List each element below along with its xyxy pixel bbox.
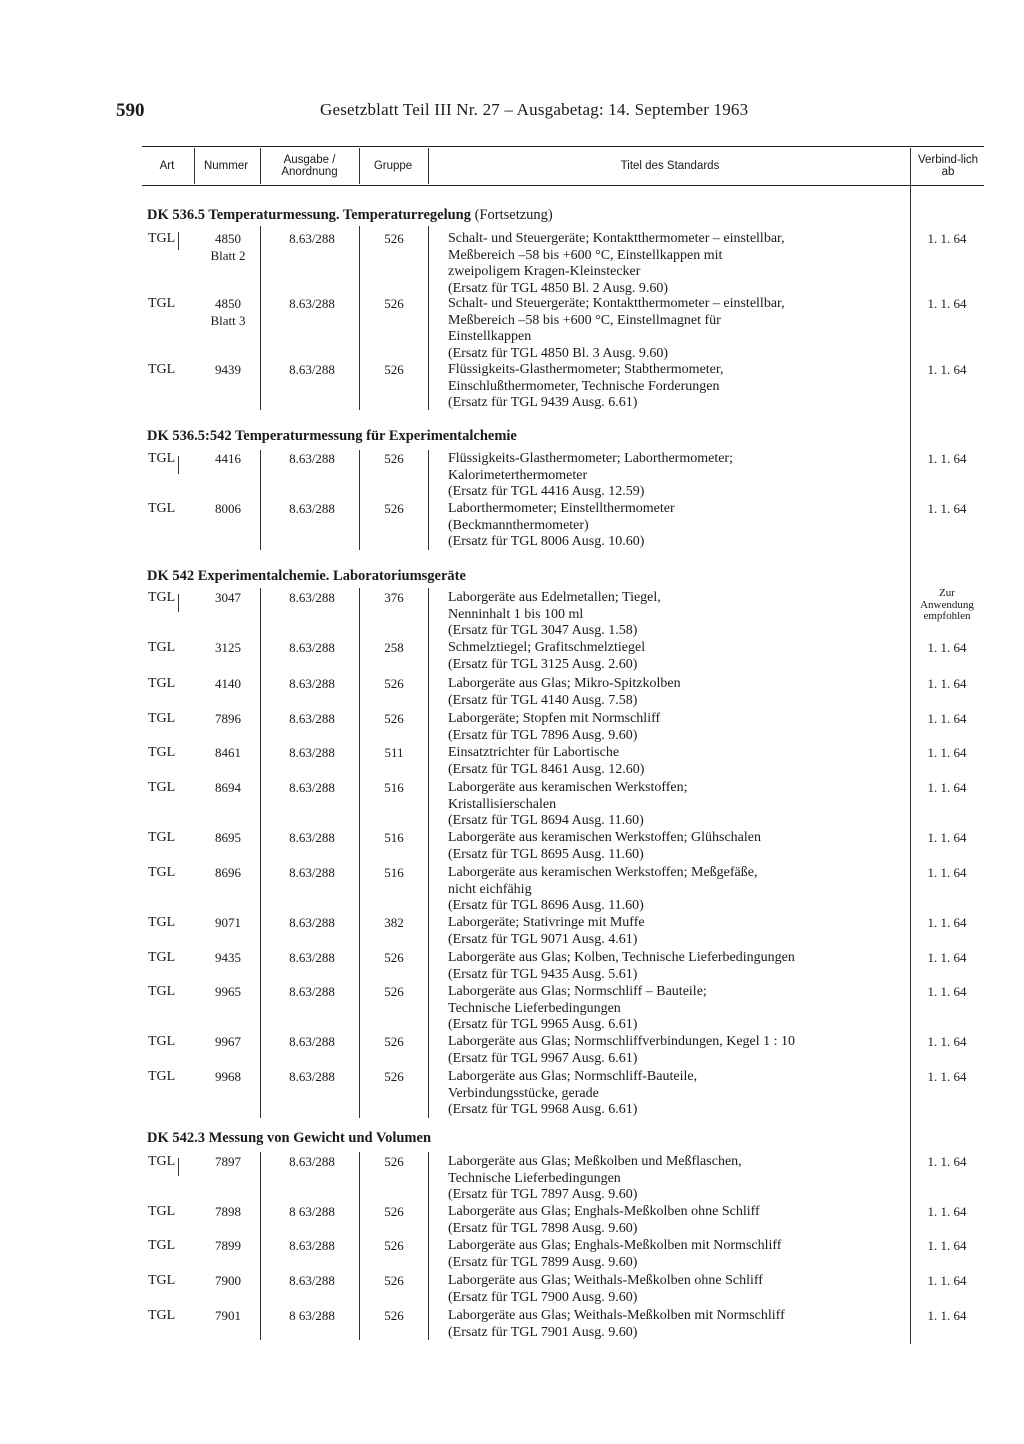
row-nummer-value: 8695 — [215, 830, 241, 845]
row-verbindlich: 1. 1. 64 — [927, 1238, 967, 1253]
row-art: TGL — [148, 590, 176, 605]
row-titel-line: Laborgeräte aus keramischen Werkstoffen; — [448, 780, 688, 795]
row-nummer-value: 9965 — [215, 984, 241, 999]
column-divider — [428, 450, 429, 550]
row-titel-line: (Ersatz für TGL 7900 Ausg. 9.60) — [448, 1289, 638, 1305]
row-verbindlich: 1. 1. 64 — [927, 362, 967, 377]
row-gruppe: 526 — [384, 676, 404, 691]
row-titel — [448, 501, 908, 551]
column-divider — [260, 450, 261, 550]
row-verbindlich: 1. 1. 64 — [927, 1273, 967, 1288]
section-title: Temperaturmessung. Temperaturregelung — [208, 207, 475, 223]
row-nummer-value: 7897 — [215, 1154, 241, 1169]
row-ausgabe: 8 63/288 — [289, 1204, 335, 1219]
row-titel — [448, 915, 908, 948]
row-art: TGL — [148, 676, 176, 691]
row-nummer-value: 3047 — [215, 590, 241, 605]
row-blatt: Blatt 2 — [210, 247, 246, 263]
row-nummer — [196, 915, 260, 932]
row-ausgabe: 8.63/288 — [289, 1069, 335, 1084]
row-nummer-value: 8696 — [215, 865, 241, 880]
row-titel-line: (Ersatz für TGL 8461 Ausg. 12.60) — [448, 761, 645, 777]
row-titel-line: (Ersatz für TGL 7899 Ausg. 9.60) — [448, 1254, 638, 1270]
row-titel — [448, 676, 908, 709]
row-nummer-value: 8006 — [215, 501, 241, 516]
row-verbindlich: 1. 1. 64 — [927, 1154, 967, 1169]
row-verbindlich: 1. 1. 64 — [927, 1204, 967, 1219]
row-ausgabe: 8.63/288 — [289, 950, 335, 965]
row-verbindlich: 1. 1. 64 — [927, 1069, 967, 1084]
row-ausgabe: 8.63/288 — [289, 451, 335, 466]
row-verbindlich: 1. 1. 64 — [927, 501, 967, 516]
row-titel-line: Laborgeräte aus Glas; Weithals-Meßkolben ohne Schliff — [448, 1273, 763, 1288]
row-nummer — [196, 830, 260, 847]
row-ausgabe: 8.63/288 — [289, 231, 335, 246]
row-nummer-value: 4850 — [215, 296, 241, 311]
row-titel-line: (Ersatz für TGL 3047 Ausg. 1.58) — [448, 623, 638, 639]
row-gruppe: 511 — [384, 745, 404, 760]
row-verbindlich: 1. 1. 64 — [927, 745, 967, 760]
row-titel-line: (Ersatz für TGL 9967 Ausg. 6.61) — [448, 1050, 638, 1066]
column-divider — [178, 232, 179, 250]
row-ausgabe: 8.63/288 — [289, 1154, 335, 1169]
section-note: (Fortsetzung) — [474, 207, 553, 223]
row-ausgabe: 8.63/288 — [289, 1273, 335, 1288]
row-titel — [448, 1273, 908, 1306]
row-gruppe: 526 — [384, 711, 404, 726]
row-gruppe: 526 — [384, 1238, 404, 1253]
row-art: TGL — [148, 640, 176, 655]
row-verbindlich: Zur Anwendung empfohlen — [920, 587, 974, 622]
row-gruppe: 516 — [384, 830, 404, 845]
header-verbindlich: Verbind-lich ab — [917, 154, 979, 178]
table-header — [142, 146, 984, 186]
row-titel-line: (Ersatz für TGL 8696 Ausg. 11.60) — [448, 898, 644, 914]
row-titel-line: Laborgeräte aus keramischen Werkstoffen; Meßgefäße, — [448, 865, 758, 880]
row-gruppe: 526 — [384, 1308, 404, 1323]
column-divider — [428, 1152, 429, 1340]
column-divider — [428, 226, 429, 410]
column-divider — [910, 184, 911, 1344]
row-titel-line: (Ersatz für TGL 7897 Ausg. 9.60) — [448, 1187, 638, 1203]
row-gruppe: 526 — [384, 984, 404, 999]
row-verbindlich: 1. 1. 64 — [927, 865, 967, 880]
row-titel-line: Laborgeräte aus Glas; Meßkolben und Meßflaschen, — [448, 1154, 742, 1169]
row-titel-line: (Ersatz für TGL 9435 Ausg. 5.61) — [448, 966, 638, 982]
row-titel-line: Technische Lieferbedingungen — [448, 1170, 621, 1186]
column-divider — [178, 456, 179, 474]
row-gruppe: 516 — [384, 780, 404, 795]
row-nummer — [196, 780, 260, 797]
row-gruppe: 526 — [384, 1204, 404, 1219]
column-divider — [359, 450, 360, 550]
row-titel — [448, 830, 908, 863]
header-art: Art — [159, 160, 175, 172]
row-titel-line: (Ersatz für TGL 7896 Ausg. 9.60) — [448, 727, 638, 743]
row-titel — [448, 745, 908, 778]
row-nummer — [196, 676, 260, 693]
row-art: TGL — [148, 830, 176, 845]
row-titel — [448, 984, 908, 1034]
row-titel — [448, 1308, 908, 1341]
section-heading — [147, 207, 553, 224]
row-art: TGL — [148, 501, 176, 516]
row-verbindlich: 1. 1. 64 — [927, 780, 967, 795]
row-nummer-value: 9968 — [215, 1069, 241, 1084]
row-gruppe: 382 — [384, 915, 404, 930]
section-title: Experimentalchemie. Laboratoriumsgeräte — [197, 568, 466, 584]
row-titel-line: (Ersatz für TGL 9439 Ausg. 6.61) — [448, 395, 638, 411]
section-dk: DK 536.5 — [147, 207, 209, 223]
row-nummer — [196, 296, 260, 329]
section-dk: DK 542.3 — [147, 1130, 209, 1146]
row-nummer-value: 7898 — [215, 1204, 241, 1219]
row-titel — [448, 590, 908, 640]
row-titel-line: Einschlußthermometer, Technische Forderungen — [448, 378, 720, 394]
row-verbindlich: 1. 1. 64 — [927, 451, 967, 466]
row-verbindlich: 1. 1. 64 — [927, 950, 967, 965]
row-titel — [448, 1069, 908, 1119]
row-nummer — [196, 1154, 260, 1171]
row-verbindlich: 1. 1. 64 — [927, 676, 967, 691]
row-nummer — [196, 1204, 260, 1221]
column-divider — [428, 588, 429, 1118]
column-divider — [359, 148, 360, 184]
row-titel-line: Kristallisierschalen — [448, 796, 557, 812]
column-divider — [178, 594, 179, 612]
row-gruppe: 526 — [384, 231, 404, 246]
row-titel-line: Laborgeräte aus Glas; Normschliffverbindungen, Kegel 1 : 10 — [448, 1034, 796, 1049]
row-titel-line: Laborgeräte aus Glas; Enghals-Meßkolben ohne Schliff — [448, 1204, 760, 1219]
row-titel-line: (Ersatz für TGL 4416 Ausg. 12.59) — [448, 484, 645, 500]
row-art: TGL — [148, 950, 176, 965]
row-titel — [448, 1204, 908, 1237]
row-nummer-value: 4416 — [215, 451, 241, 466]
row-titel-line: Laborgeräte; Stativringe mit Muffe — [448, 915, 645, 930]
row-verbindlich: 1. 1. 64 — [927, 640, 967, 655]
row-nummer — [196, 1273, 260, 1290]
row-titel-line: (Ersatz für TGL 4140 Ausg. 7.58) — [448, 692, 638, 708]
row-nummer — [196, 590, 260, 607]
row-ausgabe: 8.63/288 — [289, 915, 335, 930]
row-titel-line: (Ersatz für TGL 8694 Ausg. 11.60) — [448, 813, 644, 829]
row-verbindlich: 1. 1. 64 — [927, 711, 967, 726]
row-titel — [448, 1238, 908, 1271]
row-titel-line: (Ersatz für TGL 9965 Ausg. 6.61) — [448, 1017, 638, 1033]
row-nummer — [196, 231, 260, 264]
row-art: TGL — [148, 1154, 176, 1169]
row-ausgabe: 8.63/288 — [289, 362, 335, 377]
row-nummer — [196, 640, 260, 657]
row-gruppe: 526 — [384, 1273, 404, 1288]
section-heading — [147, 1130, 431, 1147]
row-nummer — [196, 501, 260, 518]
section-dk: DK 542 — [147, 568, 198, 584]
row-ausgabe: 8.63/288 — [289, 984, 335, 999]
column-divider — [260, 148, 261, 184]
row-titel — [448, 1154, 908, 1204]
row-nummer — [196, 711, 260, 728]
row-verbindlich: 1. 1. 64 — [927, 296, 967, 311]
row-titel-line: Laborgeräte aus Glas; Normschliff – Bauteile; — [448, 984, 707, 999]
row-art: TGL — [148, 1034, 176, 1049]
row-titel-line: Laborgeräte; Stopfen mit Normschliff — [448, 711, 661, 726]
row-titel-line: nicht eichfähig — [448, 881, 532, 897]
row-titel-line: Laborgeräte aus Glas; Enghals-Meßkolben mit Normschliff — [448, 1238, 782, 1253]
row-art: TGL — [148, 711, 176, 726]
row-art: TGL — [148, 296, 176, 311]
column-divider — [260, 226, 261, 410]
row-art: TGL — [148, 780, 176, 795]
row-titel-line: Flüssigkeits-Glasthermometer; Laborthermometer; — [448, 451, 733, 466]
row-nummer-value: 9439 — [215, 362, 241, 377]
row-titel — [448, 711, 908, 744]
row-nummer-value: 7900 — [215, 1273, 241, 1288]
row-titel-line: (Beckmannthermometer) — [448, 517, 589, 533]
row-art: TGL — [148, 865, 176, 880]
row-titel-line: Meßbereich –58 bis +600 °C, Einstellkappen mit — [448, 247, 723, 263]
row-titel-line: (Ersatz für TGL 7898 Ausg. 9.60) — [448, 1220, 638, 1236]
row-ausgabe: 8.63/288 — [289, 745, 335, 760]
row-art: TGL — [148, 1204, 176, 1219]
column-divider — [178, 1158, 179, 1176]
row-titel — [448, 362, 908, 412]
row-titel-line: Kalorimeterthermometer — [448, 467, 588, 483]
row-nummer-value: 4140 — [215, 676, 241, 691]
row-ausgabe: 8.63/288 — [289, 1238, 335, 1253]
row-ausgabe: 8.63/288 — [289, 676, 335, 691]
row-nummer — [196, 362, 260, 379]
row-titel-line: Laborgeräte aus Glas; Mikro-Spitzkolben — [448, 676, 681, 691]
row-nummer — [196, 451, 260, 468]
row-nummer — [196, 950, 260, 967]
row-titel-line: Laborgeräte aus Glas; Normschliff-Bauteile, — [448, 1069, 698, 1084]
row-ausgabe: 8.63/288 — [289, 780, 335, 795]
row-nummer-value: 7899 — [215, 1238, 241, 1253]
row-verbindlich: 1. 1. 64 — [927, 984, 967, 999]
row-nummer — [196, 865, 260, 882]
row-art: TGL — [148, 984, 176, 999]
row-art: TGL — [148, 1069, 176, 1084]
row-nummer-value: 3125 — [215, 640, 241, 655]
row-titel-line: Flüssigkeits-Glasthermometer; Stabthermometer, — [448, 362, 724, 377]
row-art: TGL — [148, 451, 176, 466]
column-divider — [194, 148, 195, 184]
section-dk: DK 536.5:542 — [147, 428, 235, 444]
row-nummer-value: 4850 — [215, 231, 241, 246]
row-ausgabe: 8.63/288 — [289, 296, 335, 311]
row-ausgabe: 8.63/288 — [289, 640, 335, 655]
row-art: TGL — [148, 745, 176, 760]
column-divider — [910, 148, 911, 184]
row-gruppe: 526 — [384, 950, 404, 965]
row-titel-line: (Ersatz für TGL 8006 Ausg. 10.60) — [448, 534, 645, 550]
row-nummer-value: 8461 — [215, 745, 241, 760]
page-number: 590 — [116, 100, 145, 121]
section-title: Temperaturmessung für Experimentalchemie — [234, 428, 517, 444]
row-nummer — [196, 984, 260, 1001]
row-verbindlich: 1. 1. 64 — [927, 231, 967, 246]
row-titel-line: Laborgeräte aus Glas; Kolben, Technische Lieferbedingungen — [448, 950, 795, 965]
row-ausgabe: 8 63/288 — [289, 1308, 335, 1323]
row-art: TGL — [148, 1238, 176, 1253]
row-titel-line: Schmelztiegel; Grafitschmelztiegel — [448, 640, 646, 655]
row-gruppe: 258 — [384, 640, 404, 655]
row-titel-line: (Ersatz für TGL 7901 Ausg. 9.60) — [448, 1324, 638, 1340]
row-nummer-value: 7901 — [215, 1308, 241, 1323]
row-titel — [448, 865, 908, 915]
row-art: TGL — [148, 1273, 176, 1288]
row-titel — [448, 950, 908, 983]
row-nummer-value: 9435 — [215, 950, 241, 965]
row-nummer-value: 9967 — [215, 1034, 241, 1049]
row-titel-line: Einstellkappen — [448, 329, 532, 345]
row-gruppe: 526 — [384, 362, 404, 377]
row-titel-line: Verbindungsstücke, gerade — [448, 1085, 599, 1101]
row-ausgabe: 8.63/288 — [289, 830, 335, 845]
row-titel-line: (Ersatz für TGL 4850 Bl. 3 Ausg. 9.60) — [448, 345, 669, 361]
row-nummer — [196, 745, 260, 762]
row-titel-line: (Ersatz für TGL 8695 Ausg. 11.60) — [448, 846, 644, 862]
row-titel — [448, 231, 908, 297]
row-gruppe: 526 — [384, 296, 404, 311]
row-nummer — [196, 1034, 260, 1051]
column-divider — [359, 588, 360, 1118]
row-art: TGL — [148, 1308, 176, 1323]
row-titel-line: (Ersatz für TGL 9071 Ausg. 4.61) — [448, 931, 638, 947]
row-titel-line: Laborthermometer; Einstellthermometer — [448, 501, 675, 516]
row-titel-line: Laborgeräte aus Edelmetallen; Tiegel, — [448, 590, 661, 605]
row-titel — [448, 296, 908, 362]
row-nummer — [196, 1069, 260, 1086]
row-gruppe: 516 — [384, 865, 404, 880]
row-titel-line: (Ersatz für TGL 9968 Ausg. 6.61) — [448, 1102, 638, 1118]
row-blatt: Blatt 3 — [210, 312, 246, 328]
row-titel-line: Einsatztrichter für Labortische — [448, 745, 620, 760]
row-nummer — [196, 1308, 260, 1325]
header-gruppe: Gruppe — [373, 160, 413, 172]
row-verbindlich: 1. 1. 64 — [927, 830, 967, 845]
row-titel-line: Laborgeräte aus keramischen Werkstoffen; Glühschalen — [448, 830, 761, 845]
column-divider — [359, 226, 360, 410]
row-art: TGL — [148, 231, 176, 246]
row-ausgabe: 8.63/288 — [289, 501, 335, 516]
row-titel-line: Technische Lieferbedingungen — [448, 1000, 621, 1016]
row-titel-line: zweipoligem Kragen-Kleinstecker — [448, 264, 641, 280]
page-title: Gesetzblatt Teil III Nr. 27 – Ausgabetag: 14. September 1963 — [320, 100, 749, 119]
header-nummer: Nummer — [203, 160, 249, 172]
row-nummer-value: 9071 — [215, 915, 241, 930]
row-titel — [448, 1034, 908, 1067]
row-gruppe: 526 — [384, 1034, 404, 1049]
section-heading — [147, 428, 517, 445]
column-divider — [260, 1152, 261, 1340]
row-nummer — [196, 1238, 260, 1255]
section-heading — [147, 568, 466, 585]
row-ausgabe: 8.63/288 — [289, 865, 335, 880]
row-ausgabe: 8.63/288 — [289, 711, 335, 726]
row-titel-line: Laborgeräte aus Glas; Weithals-Meßkolben mit Normschliff — [448, 1308, 785, 1323]
header-ausgabe: Ausgabe / Anordnung — [281, 154, 338, 178]
row-gruppe: 526 — [384, 1069, 404, 1084]
row-verbindlich: 1. 1. 64 — [927, 1034, 967, 1049]
row-gruppe: 526 — [384, 1154, 404, 1169]
row-gruppe: 526 — [384, 501, 404, 516]
row-art: TGL — [148, 362, 176, 377]
row-titel — [448, 780, 908, 830]
row-nummer-value: 8694 — [215, 780, 241, 795]
row-titel — [448, 451, 908, 501]
row-titel — [448, 640, 908, 673]
section-title: Messung von Gewicht und Volumen — [208, 1130, 432, 1146]
row-gruppe: 526 — [384, 451, 404, 466]
row-titel-line: Schalt- und Steuergeräte; Kontaktthermometer – einstellbar, — [448, 231, 785, 246]
row-nummer-value: 7896 — [215, 711, 241, 726]
row-gruppe: 376 — [384, 590, 404, 605]
row-art: TGL — [148, 915, 176, 930]
row-ausgabe: 8.63/288 — [289, 590, 335, 605]
header-titel: Titel des Standards — [620, 160, 720, 172]
column-divider — [260, 588, 261, 1118]
row-verbindlich: 1. 1. 64 — [927, 1308, 967, 1323]
row-titel-line: Nenninhalt 1 bis 100 ml — [448, 606, 584, 622]
row-titel-line: Meßbereich –58 bis +600 °C, Einstellmagnet für — [448, 312, 721, 328]
column-divider — [359, 1152, 360, 1340]
row-verbindlich: 1. 1. 64 — [927, 915, 967, 930]
row-ausgabe: 8.63/288 — [289, 1034, 335, 1049]
row-titel-line: (Ersatz für TGL 4850 Bl. 2 Ausg. 9.60) — [448, 280, 669, 296]
column-divider — [428, 148, 429, 184]
row-titel-line: Schalt- und Steuergeräte; Kontaktthermometer – einstellbar, — [448, 296, 785, 311]
row-titel-line: (Ersatz für TGL 3125 Ausg. 2.60) — [448, 656, 638, 672]
